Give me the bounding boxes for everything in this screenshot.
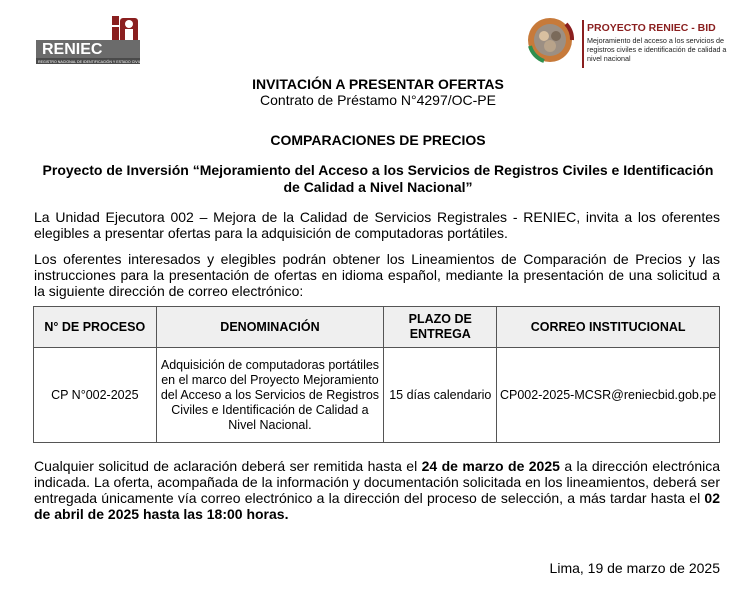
- reniec-logo-text: RENIEC: [42, 41, 103, 58]
- instructions-paragraph: Los oferentes interesados y elegibles podrán obtener los Lineamientos de Comparación de Precios y las instrucciones para la presentación de ofertas en idioma español, mediante la presentación de una solicitud a la siguiente dirección de correo electrónico:: [34, 251, 720, 299]
- table-header-row: [34, 307, 720, 348]
- proyecto-reniec-bid-logo: [524, 16, 727, 72]
- clarification-text-2: a la dirección electrónica indicada. La oferta, acompañada de la información y documentación solicitada en los lineamientos, deberá ser entregada únicamente vía correo electrónico a la dirección del proceso de selección, a más tardar hasta el: [34, 458, 721, 506]
- header: [0, 0, 756, 75]
- cell-delivery-term: 15 días calendario: [384, 348, 497, 443]
- reniec-logo: [36, 14, 148, 70]
- cell-process-number: CP N°002-2025: [34, 348, 157, 443]
- process-table: [33, 306, 720, 443]
- table-row: [34, 348, 720, 443]
- project-title: Proyecto de Inversión “Mejoramiento del Acceso a los Servicios de Registros Civiles e Identificación de Calidad a Nivel Nacional”: [42, 162, 714, 195]
- contract-number: Contrato de Préstamo N°4297/OC-PE: [260, 92, 496, 108]
- clarification-paragraph: [34, 458, 720, 522]
- cell-institutional-email[interactable]: CP002-2025-MCSR@reniecbid.gob.pe: [497, 348, 720, 443]
- intro-paragraph: La Unidad Ejecutora 002 – Mejora de la Calidad de Servicios Registrales - RENIEC, invita a los oferentes elegibles a presentar ofertas para la adquisición de computadoras portátiles.: [34, 209, 720, 241]
- header-process-number: N° DE PROCESO: [34, 307, 157, 348]
- rb-title: PROYECTO RENIEC - BID: [587, 22, 716, 34]
- header-institutional-email: CORREO INSTITUCIONAL: [497, 307, 720, 348]
- document-date: Lima, 19 de marzo de 2025: [549, 560, 720, 576]
- clarification-text-1: Cualquier solicitud de aclaración deberá ser remitida hasta el: [34, 458, 422, 474]
- invitation-title: INVITACIÓN A PRESENTAR OFERTAS: [252, 76, 504, 92]
- header-delivery-term: PLAZO DE ENTREGA: [384, 307, 497, 348]
- header-denomination: DENOMINACIÓN: [156, 307, 384, 348]
- rb-subtitle: Mejoramiento del acceso a los servicios de registros civiles e identificación de calidad a nivel nacional: [587, 36, 727, 63]
- submission-deadline: 02 de abril de 2025 hasta las 18:00 horas.: [34, 490, 720, 522]
- clarification-deadline: 24 de marzo de 2025: [421, 458, 560, 474]
- section-title: COMPARACIONES DE PRECIOS: [270, 132, 486, 148]
- title-block: [0, 76, 756, 108]
- cell-denomination: Adquisición de computadoras portátiles en el marco del Proyecto Mejoramiento del Acceso a los Servicios de Registros Civiles e Identificación de Calidad a Nivel Nacional.: [156, 348, 384, 443]
- reniec-logo-caption: REGISTRO NACIONAL DE IDENTIFICACIÓN Y ESTADO CIVIL: [38, 60, 141, 64]
